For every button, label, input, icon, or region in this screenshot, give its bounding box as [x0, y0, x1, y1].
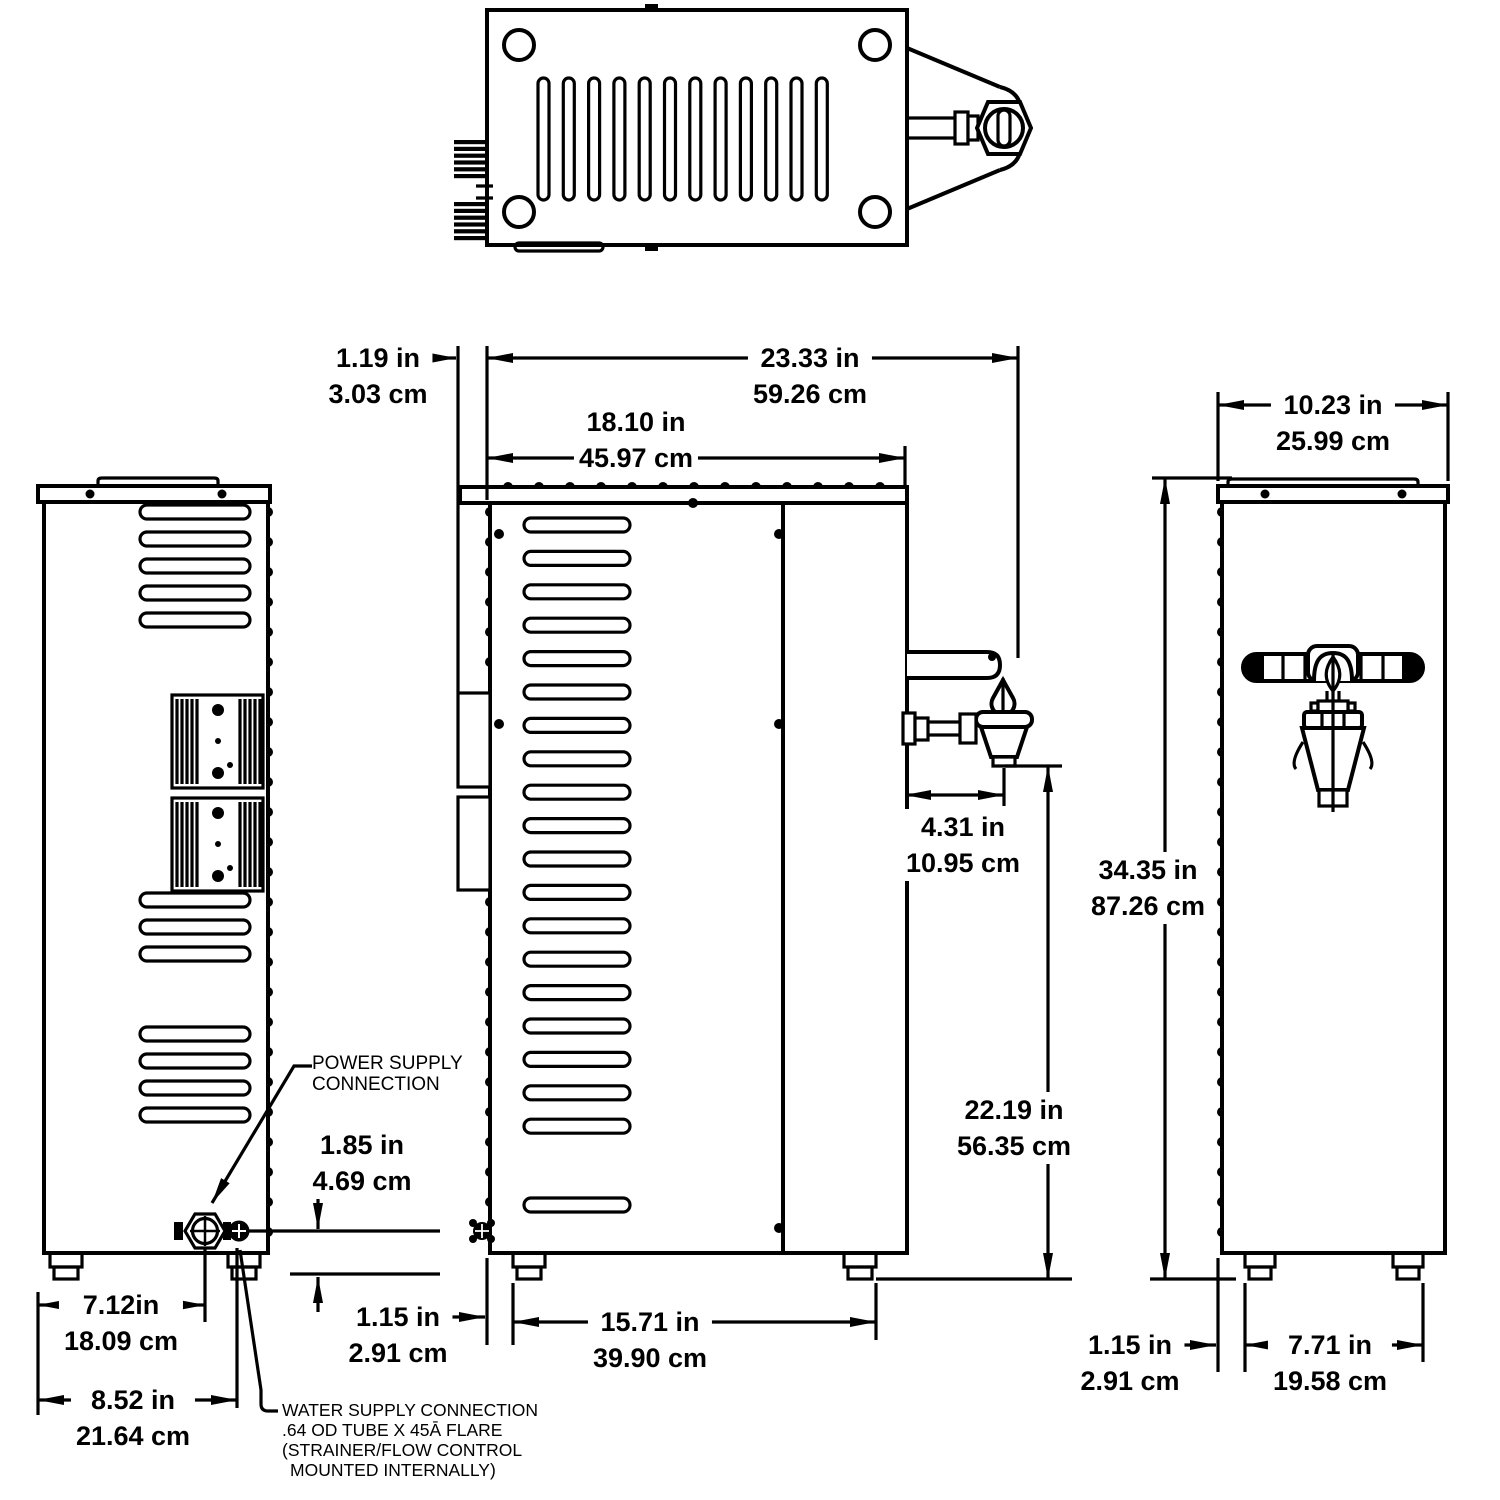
dim-in: 1.85 in	[319, 1130, 405, 1160]
dim-cm: 25.99 cm	[1275, 426, 1391, 456]
dim-in: 1.19 in	[335, 343, 421, 373]
screw-dots	[494, 529, 784, 1233]
faucet-front	[1243, 646, 1423, 812]
rear-fins-top	[454, 140, 487, 240]
dim-leg-inset-depth	[343, 1299, 452, 1371]
inlet-pipe	[903, 713, 976, 744]
dim-cm: 19.58 cm	[1272, 1366, 1388, 1396]
top-cap	[460, 487, 907, 503]
dim-rear-clearance	[323, 340, 432, 412]
rear-heatsink-tab	[458, 797, 490, 890]
top-cap	[38, 486, 270, 502]
feet-side	[513, 1253, 876, 1279]
feet-front	[1245, 1253, 1423, 1279]
dim-cm: 39.90 cm	[592, 1343, 708, 1373]
dim-faucet-clearance	[952, 1092, 1076, 1164]
dim-in: 10.23 in	[1283, 390, 1383, 420]
dim-leg-inset-width	[1075, 1327, 1184, 1399]
rear-heatsink-tab	[458, 693, 490, 787]
mount-hole	[860, 30, 890, 60]
dim-faucet-projection	[901, 809, 1025, 881]
dim-water-offset	[71, 1382, 195, 1454]
dim-cm: 3.03 cm	[328, 379, 428, 409]
dim-cm: 2.91 cm	[348, 1338, 448, 1368]
dim-cm: 18.09 cm	[63, 1326, 179, 1356]
note-line: POWER SUPPLY	[312, 1053, 463, 1074]
dim-body-depth	[574, 404, 698, 476]
water-supply-note	[282, 1400, 538, 1480]
power-connector	[174, 1214, 231, 1248]
vent-slots-top	[538, 78, 827, 200]
cabinet-body	[1222, 502, 1445, 1253]
front-view	[1217, 479, 1448, 1279]
dim-in: 7.12in	[82, 1290, 160, 1320]
dim-cm: 4.69 cm	[312, 1166, 412, 1196]
faucet-top	[907, 48, 1031, 209]
water-leader-line	[240, 1250, 278, 1411]
dim-in: 7.71 in	[1287, 1330, 1373, 1360]
cabinet-body	[490, 503, 907, 1253]
dim-in: 15.71 in	[600, 1307, 700, 1337]
water-connector	[229, 1221, 250, 1242]
top-cap	[1218, 486, 1448, 502]
vent-slots-side	[524, 518, 630, 1133]
dim-cm: 2.91 cm	[1080, 1366, 1180, 1396]
dim-power-offset	[59, 1287, 183, 1359]
mount-hole	[504, 30, 534, 60]
dim-in: 22.19 in	[964, 1095, 1064, 1125]
heatsink-blocks	[172, 695, 263, 891]
top-view	[454, 4, 1031, 251]
mount-hole	[504, 197, 534, 227]
dim-in: 8.52 in	[90, 1385, 176, 1415]
dim-cm: 56.35 cm	[956, 1131, 1072, 1161]
dim-in: 34.35 in	[1098, 855, 1198, 885]
note-line: WATER SUPPLY CONNECTION	[282, 1400, 539, 1420]
dim-in: 18.10 in	[586, 407, 686, 437]
dim-overall-width	[1271, 387, 1395, 459]
faucet-side	[903, 652, 1032, 766]
dim-overall-height	[1086, 852, 1210, 924]
dim-in: 1.15 in	[355, 1302, 441, 1332]
dim-in: 23.33 in	[760, 343, 860, 373]
dim-cm: 21.64 cm	[75, 1421, 191, 1451]
dim-connection-height	[307, 1127, 416, 1199]
dim-cm: 45.97 cm	[578, 443, 694, 473]
dim-overall-depth	[748, 340, 872, 412]
dim-leg-span-width	[1268, 1327, 1392, 1399]
feet-rear	[50, 1253, 260, 1279]
mount-hole	[860, 197, 890, 227]
power-supply-note	[312, 1053, 463, 1095]
dim-in: 1.15 in	[1087, 1330, 1173, 1360]
dim-in: 4.31 in	[920, 812, 1006, 842]
dim-cm: 59.26 cm	[752, 379, 868, 409]
dim-cm: 87.26 cm	[1090, 891, 1206, 921]
dim-leg-span-depth	[588, 1304, 712, 1376]
note-line: MOUNTED INTERNALLY)	[290, 1460, 496, 1480]
note-line: .64 OD TUBE X 45Ā FLARE	[282, 1420, 503, 1440]
note-line: (STRAINER/FLOW CONTROL	[282, 1440, 523, 1460]
power-leader-line	[212, 1066, 312, 1203]
dim-cm: 10.95 cm	[905, 848, 1021, 878]
note-line: CONNECTION	[312, 1074, 440, 1095]
